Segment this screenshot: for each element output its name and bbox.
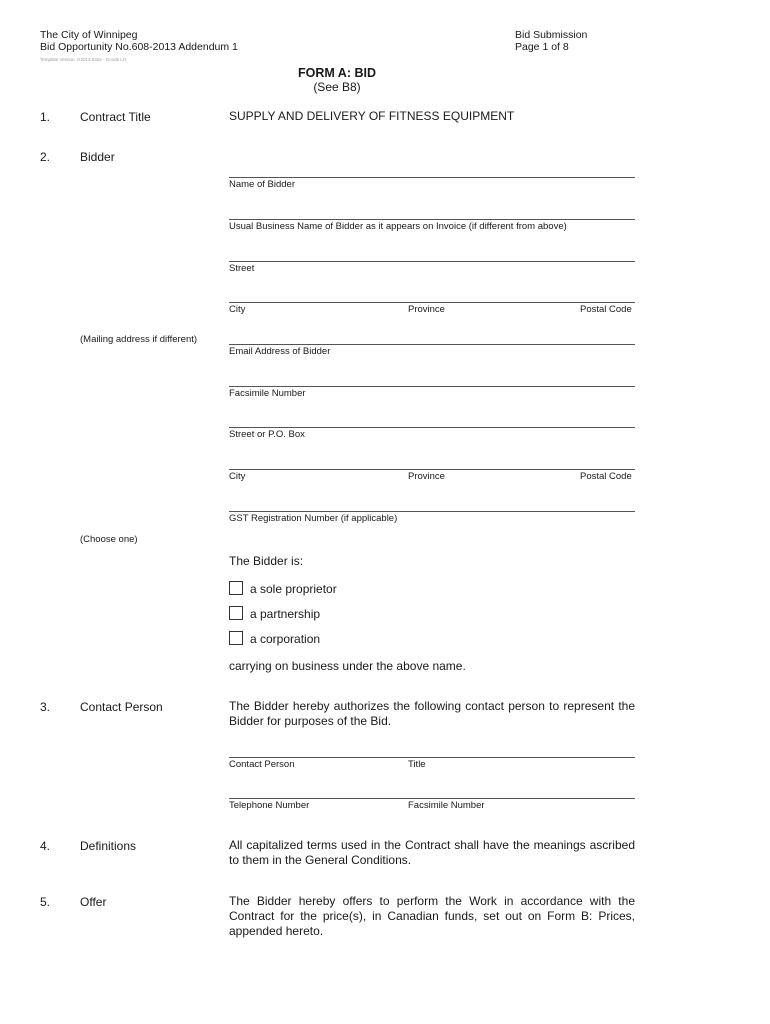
header-page-number: Page 1 of 8 (515, 41, 569, 53)
city-label: City (229, 304, 246, 315)
street-line[interactable] (229, 261, 635, 262)
header-org: The City of Winnipeg (40, 29, 138, 41)
contact-person-line[interactable] (229, 757, 635, 758)
postal-code-label: Postal Code (580, 304, 632, 315)
contact-title-label: Title (408, 759, 426, 770)
header-bid-opportunity: Bid Opportunity No.608-2013 Addendum 1 (40, 41, 238, 53)
usual-business-name-line[interactable] (229, 219, 635, 220)
po-box-label: Street or P.O. Box (229, 429, 305, 440)
province-label: Province (408, 304, 445, 315)
carrying-on-business-text: carrying on business under the above name. (229, 659, 466, 673)
mailing-city-line[interactable] (229, 469, 635, 470)
section-5-number: 5. (40, 895, 51, 909)
section-4-title: Definitions (80, 839, 137, 853)
corporation-checkbox[interactable] (229, 631, 243, 645)
section-3-title: Contact Person (80, 700, 163, 714)
mailing-city-label: City (229, 471, 246, 482)
section-4-number: 4. (40, 839, 51, 853)
name-of-bidder-line[interactable] (229, 177, 635, 178)
street-label: Street (229, 263, 255, 274)
sole-proprietor-checkbox[interactable] (229, 581, 243, 595)
form-title: FORM A: BID (298, 66, 376, 80)
form-subtitle: (See B8) (313, 80, 361, 94)
gst-line[interactable] (229, 511, 635, 512)
bidder-is-label: The Bidder is: (229, 554, 304, 568)
contact-facsimile-label: Facsimile Number (408, 800, 485, 811)
offer-text: The Bidder hereby offers to perform the Work in accordance with the Contract for the price(s), in Canadian funds, set out on Form B: Prices, appended hereto. (229, 894, 635, 938)
corporation-label: a corporation (250, 632, 321, 646)
gst-label: GST Registration Number (if applicable) (229, 513, 398, 524)
mailing-address-note: (Mailing address if different) (80, 334, 198, 345)
contact-person-label: Contact Person (229, 759, 295, 770)
section-5-title: Offer (80, 895, 107, 909)
section-1-title: Contract Title (80, 110, 151, 124)
section-1-number: 1. (40, 110, 51, 124)
email-label: Email Address of Bidder (229, 346, 331, 357)
choose-one-note: (Choose one) (80, 534, 138, 545)
partnership-label: a partnership (250, 607, 321, 621)
city-province-postal-line[interactable] (229, 302, 635, 303)
telephone-facsimile-line[interactable] (229, 798, 635, 799)
usual-business-name-label: Usual Business Name of Bidder as it appears on Invoice (if different from above) (229, 221, 567, 232)
contact-person-text: The Bidder hereby authorizes the following contact person to represent the Bidder for purposes of the Bid. (229, 699, 635, 728)
mailing-postal-code-label: Postal Code (580, 471, 632, 482)
section-3-number: 3. (40, 700, 51, 714)
partnership-checkbox[interactable] (229, 606, 243, 620)
email-line[interactable] (229, 344, 635, 345)
facsimile-line[interactable] (229, 386, 635, 387)
section-2-title: Bidder (80, 150, 115, 164)
definitions-text: All capitalized terms used in the Contract shall have the meanings ascribed to them in the General Conditions. (229, 838, 635, 867)
contract-title-value: SUPPLY AND DELIVERY OF FITNESS EQUIPMENT (229, 109, 515, 123)
sole-proprietor-label: a sole proprietor (250, 582, 337, 596)
telephone-label: Telephone Number (229, 800, 310, 811)
po-box-line[interactable] (229, 427, 635, 428)
mailing-province-label: Province (408, 471, 445, 482)
facsimile-label: Facsimile Number (229, 388, 306, 399)
template-version: Template Version: G2013 0322 - Goods LH (40, 57, 127, 62)
section-2-number: 2. (40, 150, 51, 164)
header-doc-type: Bid Submission (515, 29, 588, 41)
name-of-bidder-label: Name of Bidder (229, 179, 296, 190)
